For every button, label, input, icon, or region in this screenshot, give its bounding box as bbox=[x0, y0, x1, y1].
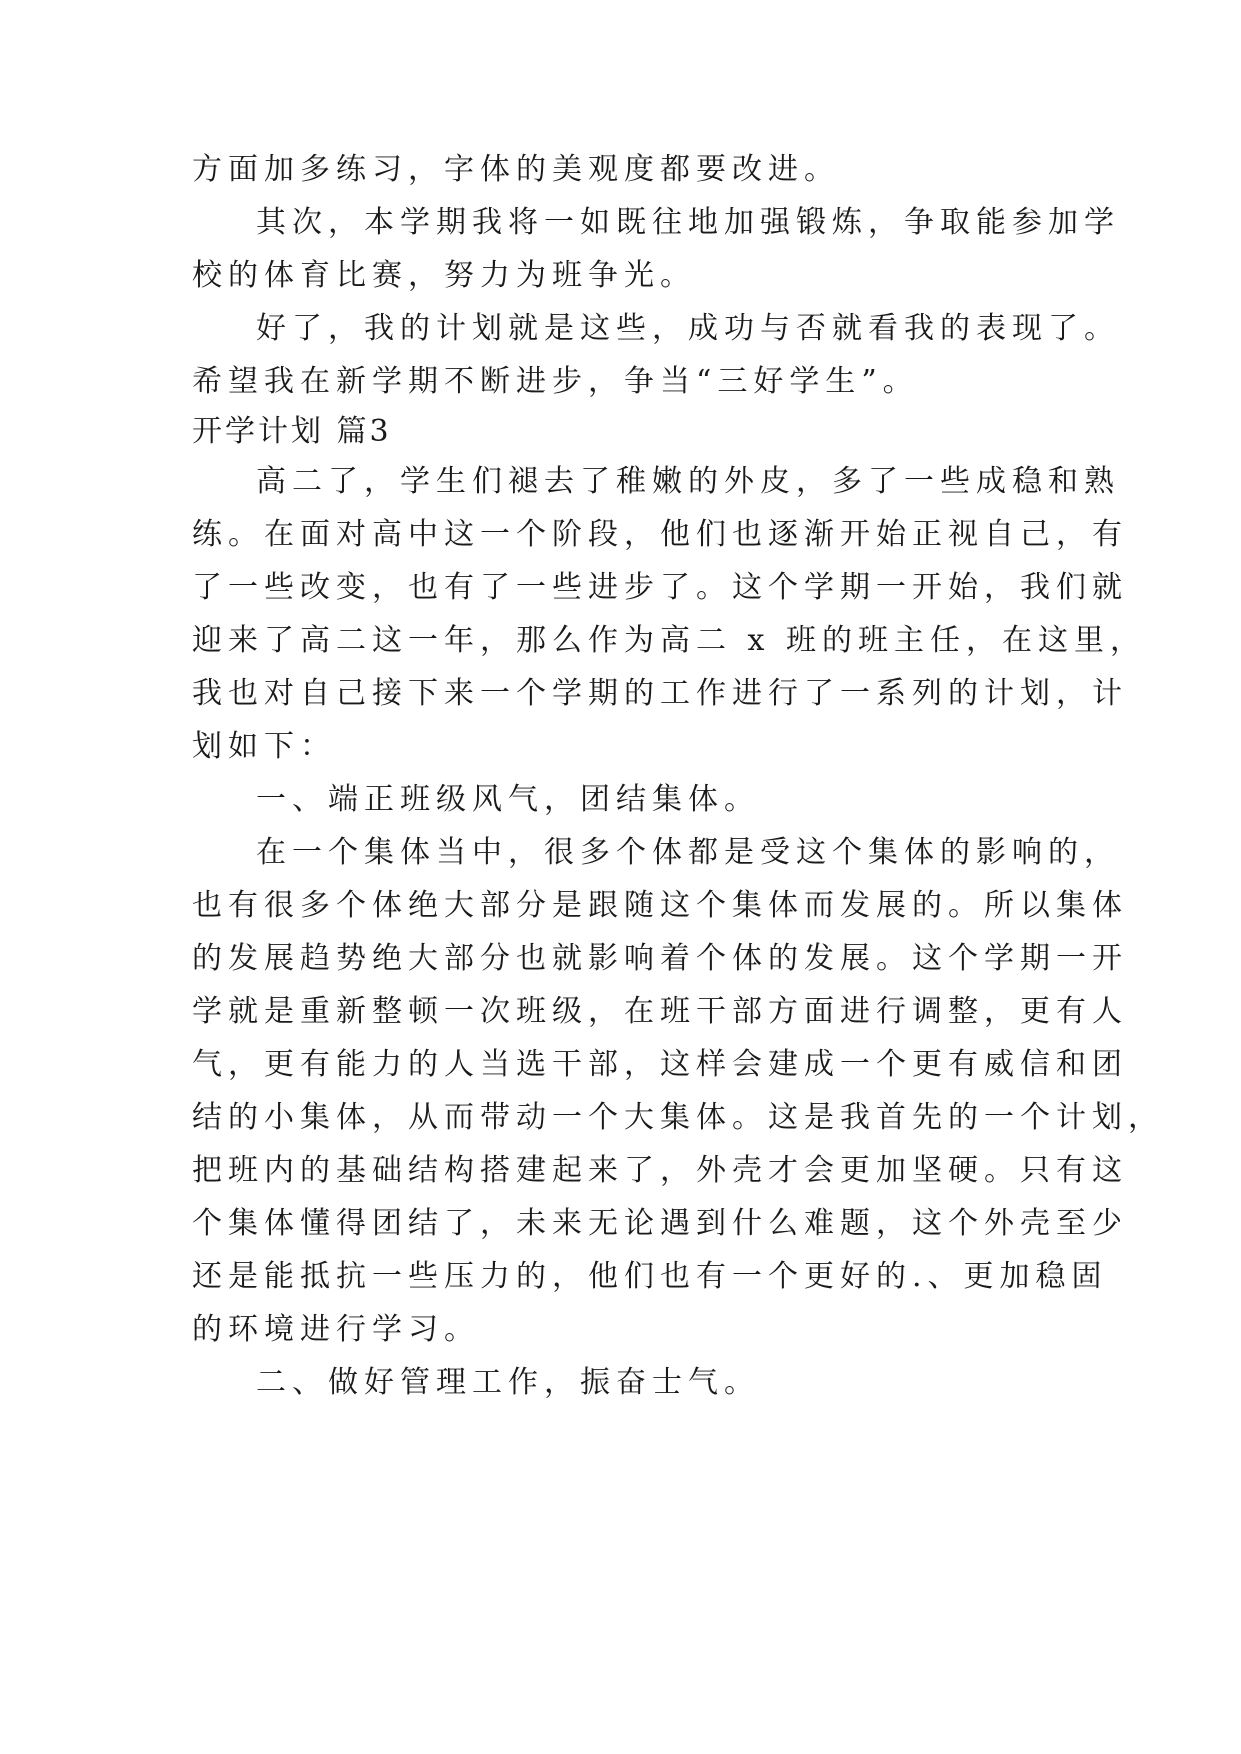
list-heading: 二、做好管理工作，振奋士气。 bbox=[256, 1365, 760, 1400]
paragraph-line: 了一些改变，也有了一些进步了。这个学期一开始，我们就 bbox=[192, 570, 1128, 605]
section-heading: 开学计划 篇3 bbox=[192, 414, 392, 449]
paragraph-line: 的环境进行学习。 bbox=[192, 1312, 480, 1347]
paragraph-line: 迎来了高二这一年，那么作为高二 x 班的班主任，在这里， bbox=[192, 623, 1146, 658]
list-heading: 一、端正班级风气，团结集体。 bbox=[256, 782, 760, 817]
paragraph-line: 我也对自己接下来一个学期的工作进行了一系列的计划，计 bbox=[192, 676, 1128, 711]
paragraph-line: 练。在面对高中这一个阶段，他们也逐渐开始正视自己，有 bbox=[192, 517, 1128, 552]
paragraph-line: 个集体懂得团结了，未来无论遇到什么难题，这个外壳至少 bbox=[192, 1206, 1128, 1241]
paragraph-line: 学就是重新整顿一次班级，在班干部方面进行调整，更有人 bbox=[192, 994, 1128, 1029]
paragraph-line: 还是能抵抗一些压力的，他们也有一个更好的.、更加稳固 bbox=[192, 1259, 1108, 1294]
paragraph-line: 高二了，学生们褪去了稚嫩的外皮，多了一些成稳和熟 bbox=[256, 464, 1120, 499]
paragraph-line: 的发展趋势绝大部分也就影响着个体的发展。这个学期一开 bbox=[192, 941, 1128, 976]
paragraph-line: 校的体育比赛，努力为班争光。 bbox=[192, 258, 696, 293]
paragraph-line: 希望我在新学期不断进步，争当“三好学生”。 bbox=[192, 364, 919, 399]
paragraph-line: 把班内的基础结构搭建起来了，外壳才会更加坚硬。只有这 bbox=[192, 1153, 1128, 1188]
paragraph-line: 在一个集体当中，很多个体都是受这个集体的影响的， bbox=[256, 835, 1120, 870]
paragraph-line: 也有很多个体绝大部分是跟随这个集体而发展的。所以集体 bbox=[192, 888, 1128, 923]
paragraph-line: 气，更有能力的人当选干部，这样会建成一个更有威信和团 bbox=[192, 1047, 1128, 1082]
paragraph-line: 划如下： bbox=[192, 729, 336, 764]
paragraph-line: 好了，我的计划就是这些，成功与否就看我的表现了。 bbox=[256, 311, 1120, 346]
paragraph-line: 其次，本学期我将一如既往地加强锻炼，争取能参加学 bbox=[256, 205, 1120, 240]
paragraph-line: 方面加多练习，字体的美观度都要改进。 bbox=[192, 152, 840, 187]
paragraph-line: 结的小集体，从而带动一个大集体。这是我首先的一个计划， bbox=[192, 1100, 1164, 1135]
